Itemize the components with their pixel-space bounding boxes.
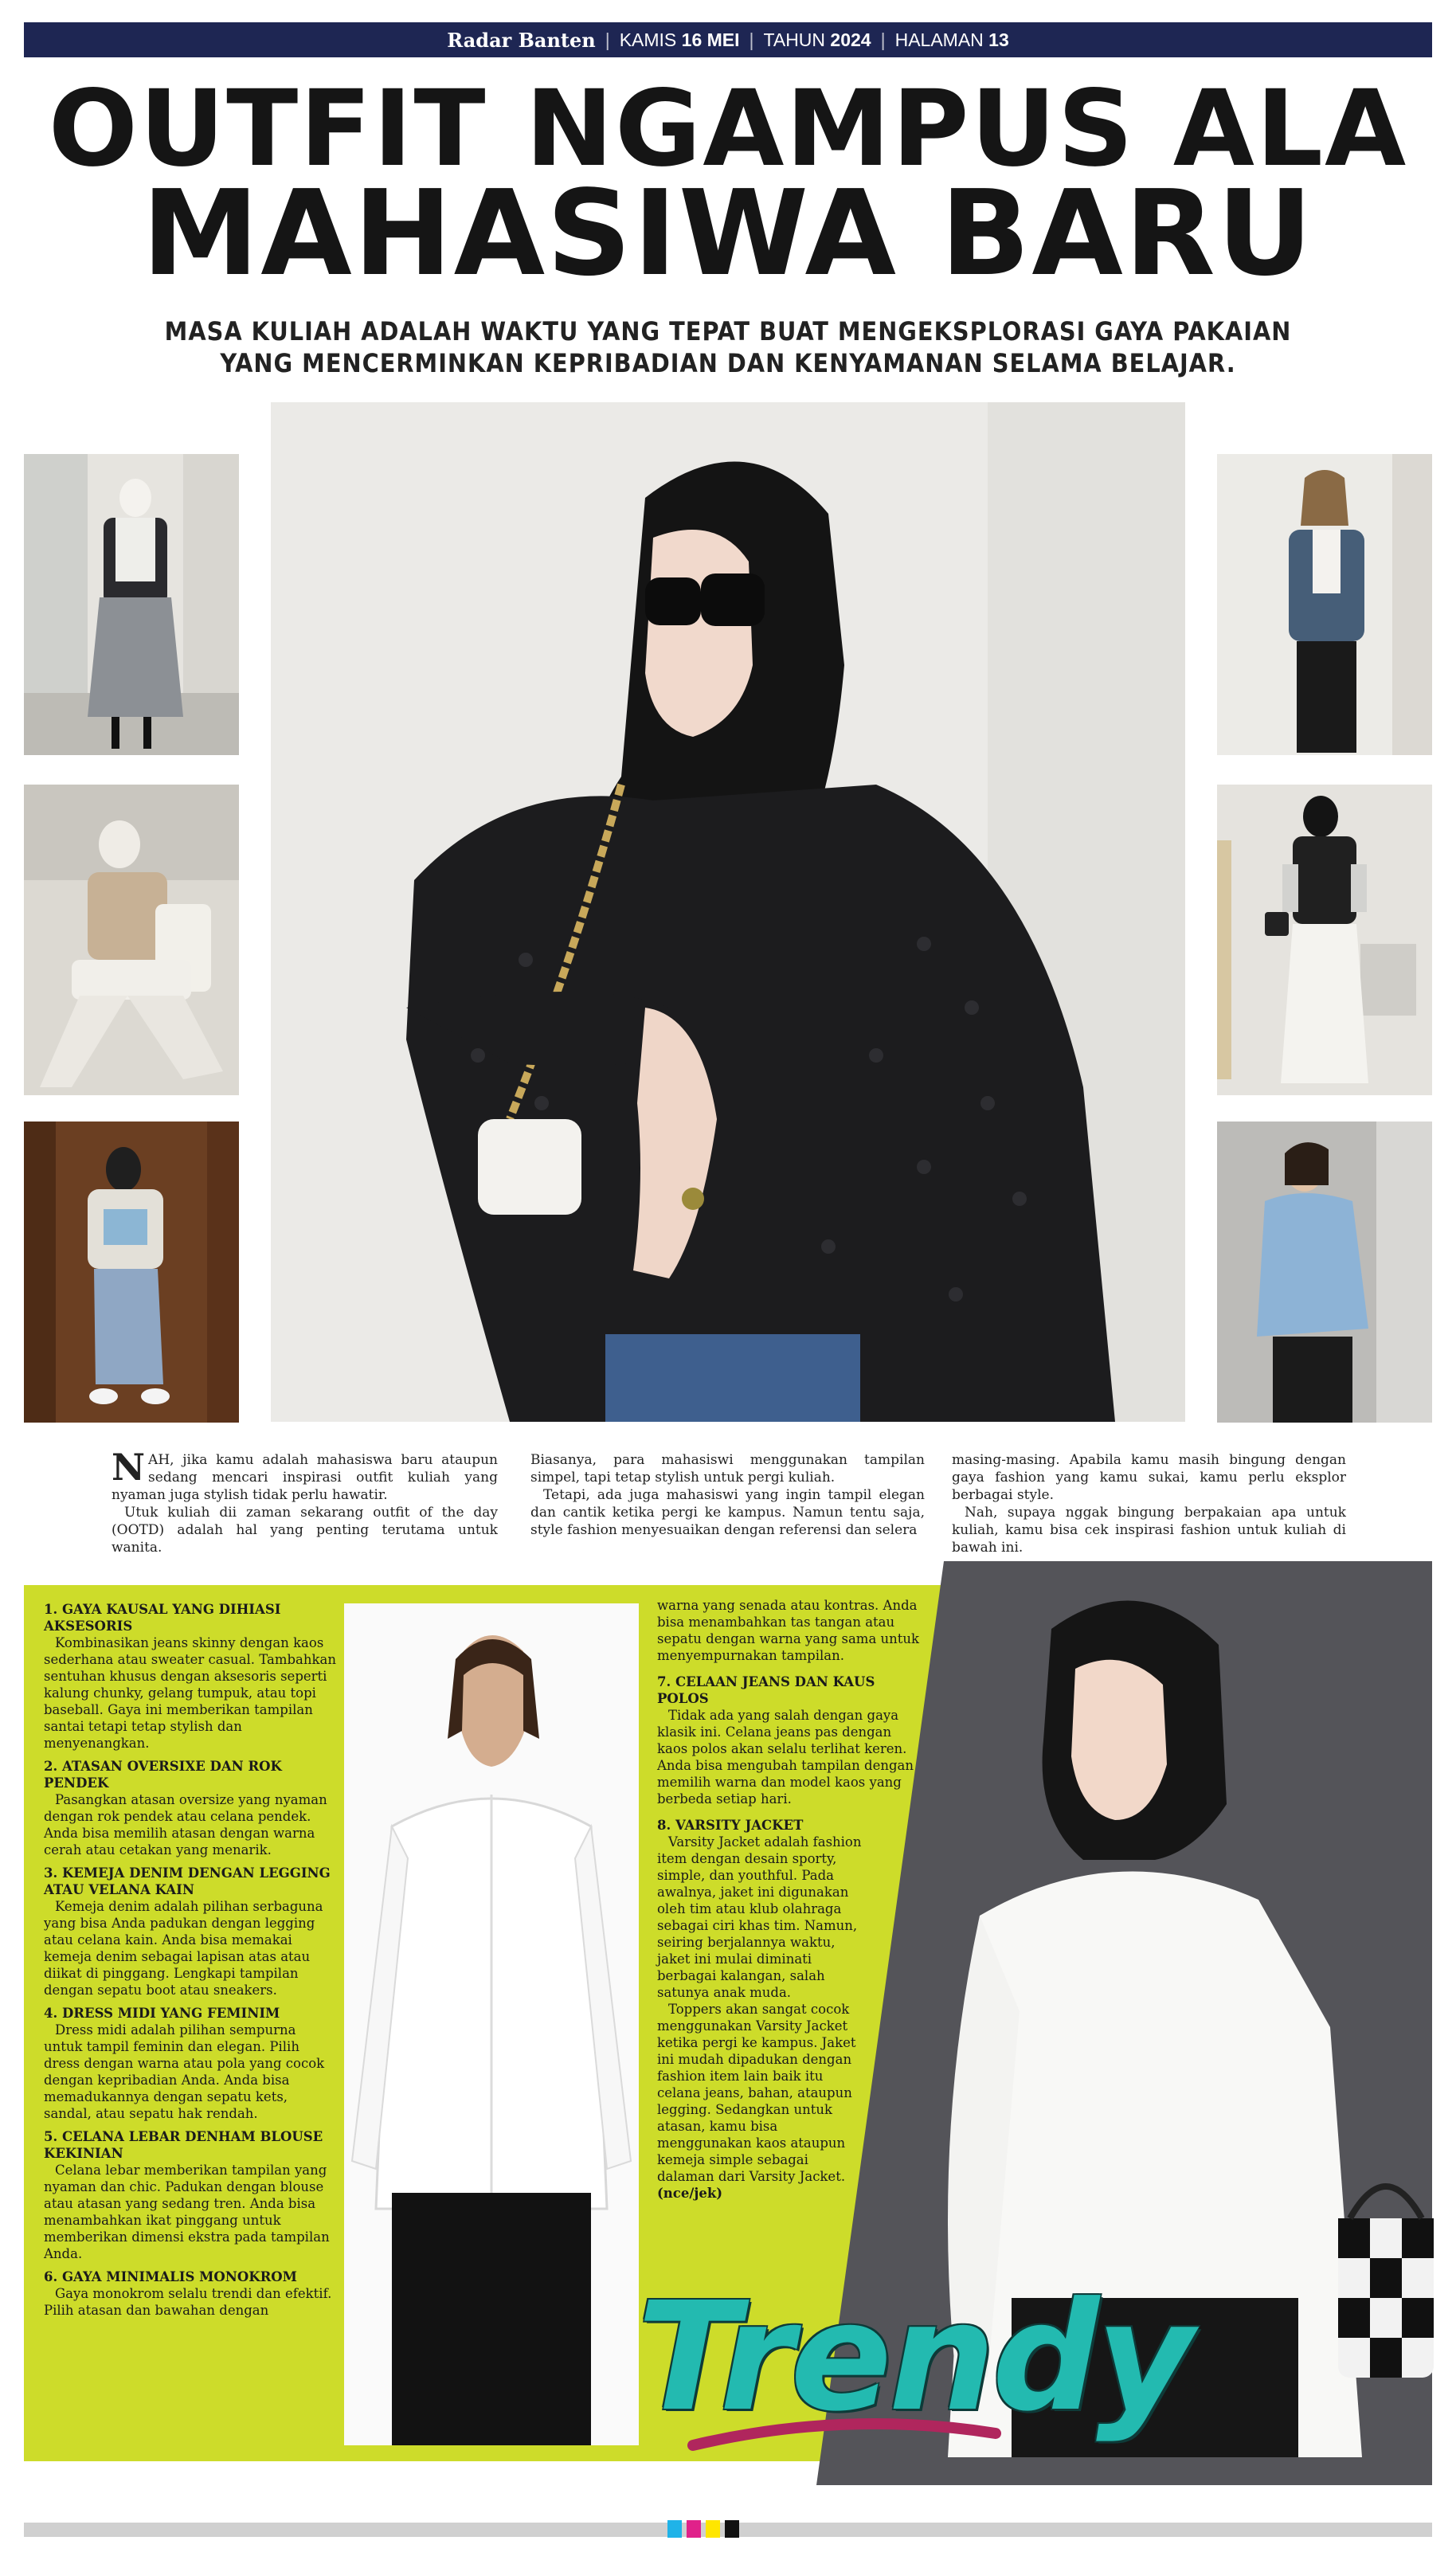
intro-paragraph: Nah, supaya nggak bingung berpakaian apa untuk kuliah, kamu bisa cek inspirasi fashion untuk kuliah di bawah ini. (952, 1505, 1346, 1556)
photo-right-3 (1217, 1122, 1432, 1423)
tip-3 (44, 1865, 339, 1998)
page-label: HALAMAN (894, 29, 984, 50)
separator: | (749, 29, 754, 50)
deck-line-2: YANG MENCERMINKAN KEPRIBADIAN DAN KENYAMANAN SELAMA BELAJAR. (220, 348, 1236, 378)
separator: | (880, 29, 886, 50)
separator: | (605, 29, 610, 50)
tip-5 (44, 2128, 339, 2262)
year: 2024 (830, 29, 871, 50)
photo-left-1-illustration (24, 454, 239, 755)
masthead-bar (24, 22, 1432, 57)
intro-column-3 (952, 1451, 1346, 1556)
photo-right-3-illustration (1217, 1122, 1432, 1423)
swatch-cyan (667, 2520, 682, 2538)
deck (119, 315, 1337, 379)
photo-left-2 (24, 785, 239, 1095)
date: 16 MEI (681, 29, 740, 50)
tip-text: Kombinasikan jeans skinny dengan kaos sederhana atau sweater casual. Tambahkan sentuhan khusus dengan aksesoris seperti kalung chunky, gelang tumpuk, atau topi baseball. Gaya ini memberikan tampilan santai tetapi tetap stylish dan menyenangkan. (44, 1635, 336, 1751)
tip-text: warna yang senada atau kontras. Anda bisa menambahkan tas tangan atau sepatu dengan warna yang sama untuk menyempurnakan tampilan. (657, 1598, 920, 1663)
intro-paragraph: masing-masing. Apabila kamu masih bingung dengan gaya fashion yang kamu sukai, kamu perlu eksplor berbagai style. (952, 1452, 1346, 1503)
headline-line-2: MAHASIWA BARU (141, 165, 1315, 302)
tip-text: Pasangkan atasan oversize yang nyaman dengan rok pendek atau celana pendek. Anda bisa memilih atasan dengan warna cerah atau cetakan yang menarik. (44, 1792, 327, 1857)
tip-text: Dress midi adalah pilihan sempurna untuk tampil feminin dan elegan. Pilih dress dengan warna atau pola yang cocok dengan kepribadian Anda. Anda bisa memadukannya dengan sepatu kets, sandal, atau sepatu hak rendah. (44, 2022, 325, 2121)
intro-paragraph: Tetapi, ada juga mahasiswi yang ingin tampil elegan dan cantik ketika pergi ke kampus. Namun tentu saja, style fashion menyesuaikan dengan referensi dan selera (530, 1487, 925, 1538)
intro-paragraph: Biasanya, para mahasiswi menggunakan tampilan simpel, tapi tetap stylish untuk pergi kuliah. (530, 1452, 925, 1486)
tip-text: Varsity Jacket adalah fashion item dengan desain sporty, simple, dan youthful. Pada awalnya, jaket ini digunakan oleh tim atau klub olahraga sebagai ciri khas tim. Namun, seiring berjalannya waktu, jaket ini mulai diminati berbagai kalangan, salah satunya anak muda. (657, 1834, 862, 2000)
tips-column-2 (657, 1597, 920, 2202)
photo-right-2 (1217, 785, 1432, 1095)
tip-1 (44, 1601, 339, 1752)
tip-2 (44, 1758, 339, 1858)
hero-photo (271, 402, 1185, 1422)
drop-cap: N (112, 1446, 146, 1489)
swatch-yellow (706, 2520, 720, 2538)
swatch-magenta (687, 2520, 701, 2538)
print-registration-swatches (667, 2520, 739, 2538)
tip-title: 5. CELANA LEBAR DENHAM BLOUSE KEKINIAN (44, 2129, 323, 2161)
intro-paragraph (112, 1446, 498, 1504)
photo-left-1 (24, 454, 239, 755)
tip-title: 4. DRESS MIDI YANG FEMINIM (44, 2006, 280, 2021)
swatch-black (725, 2520, 739, 2538)
model-photo-white-shirt (344, 1603, 639, 2445)
hero-photo-illustration (271, 402, 1185, 1422)
intro-text: AH, jika kamu adalah mahasiswa baru ataupun sedang mencari inspirasi outfit kuliah yang nyaman juga stylish tidak perlu hawatir. (112, 1452, 498, 1503)
photo-right-1-illustration (1217, 454, 1432, 755)
intro-column-1 (112, 1446, 498, 1556)
tip-text-continued: Toppers akan sangat cocok menggunakan Varsity Jacket ketika pergi ke kampus. Jaket ini mudah dipadukan dengan fashion item lain baik itu celana jeans, bahan, ataupun legging. Sedangkan untuk atasan, kamu bisa menggunakan kaos ataupun kemeja simple sebagai dalaman dari Varsity Jacket. (657, 2002, 856, 2184)
tip-title: 3. KEMEJA DENIM DENGAN LEGGING ATAU VELANA KAIN (44, 1865, 331, 1897)
intro-column-2 (530, 1451, 925, 1539)
day: KAMIS (619, 29, 677, 50)
tip-text (657, 2001, 864, 2202)
photo-right-1 (1217, 454, 1432, 755)
tip-title: 8. VARSITY JACKET (657, 1818, 804, 1833)
author-credit: (nce/jek) (657, 2186, 723, 2201)
photo-left-3-illustration (24, 1122, 239, 1423)
deck-line-1: MASA KULIAH ADALAH WAKTU YANG TEPAT BUAT MENGEKSPLORASI GAYA PAKAIAN (164, 316, 1292, 346)
publication-name: Radar Banten (447, 28, 596, 52)
trendy-logo: Trendy (637, 2270, 1191, 2445)
tip-text: Gaya monokrom selalu trendi dan efektif. Pilih atasan dan bawahan dengan (44, 2286, 332, 2318)
tip-title: 7. CELAAN JEANS DAN KAUS POLOS (657, 1674, 875, 1706)
logo-swoosh-icon (685, 2413, 1004, 2461)
photo-right-2-illustration (1217, 785, 1432, 1095)
tip-text: Tidak ada yang salah dengan gaya klasik ini. Celana jeans pas dengan kaos polos akan selalu terlihat keren. Anda bisa mengubah tampilan dengan memilih warna dan model kaos yang berbeda setiap hari. (657, 1708, 914, 1807)
tip-title: 6. GAYA MINIMALIS MONOKROM (44, 2269, 297, 2284)
page-number: 13 (988, 29, 1009, 50)
tip-6-continued (657, 1597, 920, 1664)
intro-paragraph: Utuk kuliah dii zaman sekarang outfit of the day (OOTD) adalah hal yang penting terutama untuk wanita. (112, 1505, 498, 1556)
tip-text: Celana lebar memberikan tampilan yang nyaman dan chic. Padukan dengan blouse atau atasan yang sedang tren. Anda bisa menambahkan ikat pinggang untuk memberikan dimensi ekstra pada tampilan Anda. (44, 2163, 330, 2261)
year-label: TAHUN (763, 29, 826, 50)
tips-column-1 (44, 1601, 339, 2319)
tip-title: 2. ATASAN OVERSIXE DAN ROK PENDEK (44, 1759, 282, 1791)
checkered-bag (1338, 2186, 1434, 2378)
tip-4 (44, 2005, 339, 2122)
tip-title: 1. GAYA KAUSAL YANG DIHIASI AKSESORIS (44, 1602, 281, 1634)
tip-7 (657, 1673, 920, 1807)
model-photo-white-shirt-illustration (344, 1603, 639, 2445)
photo-left-2-illustration (24, 785, 239, 1095)
tip-6 (44, 2268, 339, 2319)
photo-left-3 (24, 1122, 239, 1423)
tip-text: Kemeja denim adalah pilihan serbaguna yang bisa Anda padukan dengan legging atau celana kain. Anda bisa memakai kemeja denim sebagai lapisan atas atau diikat di pinggang. Lengkapi tampilan dengan sepatu boot atau sneakers. (44, 1899, 323, 1998)
headline-line-1: OUTFIT NGAMPUS ALA (48, 68, 1408, 190)
tip-8 (657, 1817, 864, 2202)
